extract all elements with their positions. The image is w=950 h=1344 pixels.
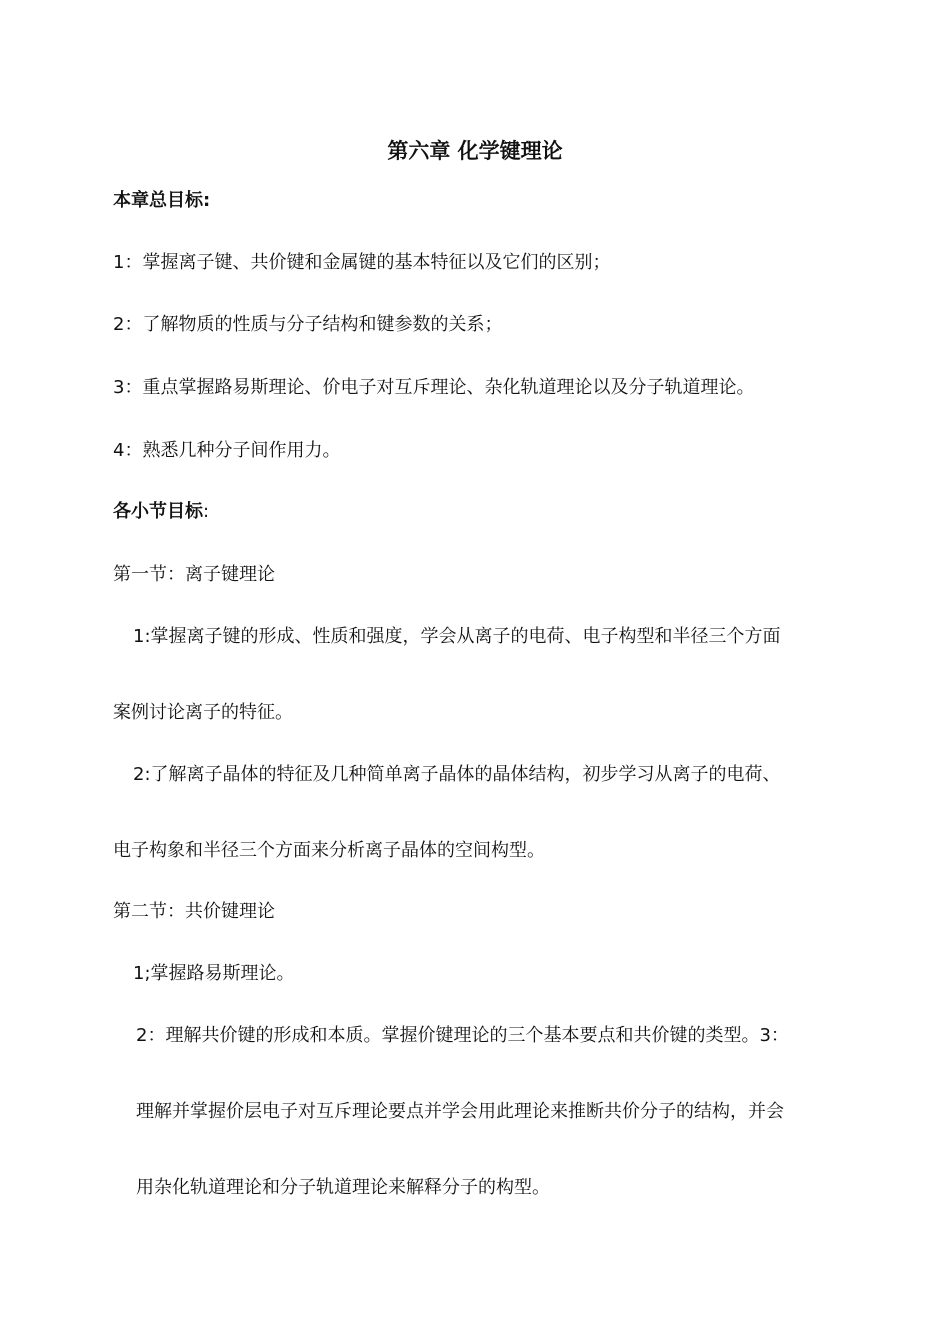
section2-goal2-line3: 用杂化轨道理论和分子轨道理论来解释分子的构型。 — [136, 1177, 550, 1198]
section1-goal2-line1: 2:了解离子晶体的特征及几种简单离子晶体的晶体结构，初步学习从离子的电荷、 — [133, 764, 781, 785]
section2-goal2-line2: 理解并掌握价层电子对互斥理论要点并学会用此理论来推断共价分子的结构，并会 — [136, 1101, 784, 1122]
section1-goal1-line1: 1:掌握离子键的形成、性质和强度，学会从离子的电荷、电子构型和半径三个方面 — [133, 626, 781, 647]
section1-heading: 第一节：离子键理论 — [113, 564, 275, 585]
section2-goal1: 1;掌握路易斯理论。 — [133, 963, 295, 984]
overall-goals-heading — [113, 188, 210, 214]
overall-goal-item-4: 4：熟悉几种分子间作用力。 — [113, 440, 341, 461]
section1-goal2-line2: 电子构象和半径三个方面来分析离子晶体的空间构型。 — [113, 840, 545, 861]
page-title: 第六章 化学键理论 — [387, 139, 563, 163]
section1-goal1-line2: 案例讨论离子的特征。 — [113, 702, 293, 723]
section-goals-heading — [113, 499, 209, 525]
section-goals-heading-text: 各小节目标 — [113, 501, 203, 522]
overall-goal-item-3: 3：重点掌握路易斯理论、价电子对互斥理论、杂化轨道理论以及分子轨道理论。 — [113, 377, 755, 398]
overall-goal-item-2: 2：了解物质的性质与分子结构和键参数的关系； — [113, 314, 503, 335]
section2-goal2-line1: 2：理解共价键的形成和本质。掌握价键理论的三个基本要点和共价键的类型。3： — [136, 1025, 789, 1046]
overall-goals-heading-colon: : — [203, 190, 211, 211]
overall-goal-item-1: 1：掌握离子键、共价键和金属键的基本特征以及它们的区别； — [113, 252, 611, 273]
section-goals-heading-colon: : — [203, 501, 210, 522]
overall-goals-heading-text: 本章总目标 — [113, 190, 203, 211]
section2-heading: 第二节：共价键理论 — [113, 901, 275, 922]
